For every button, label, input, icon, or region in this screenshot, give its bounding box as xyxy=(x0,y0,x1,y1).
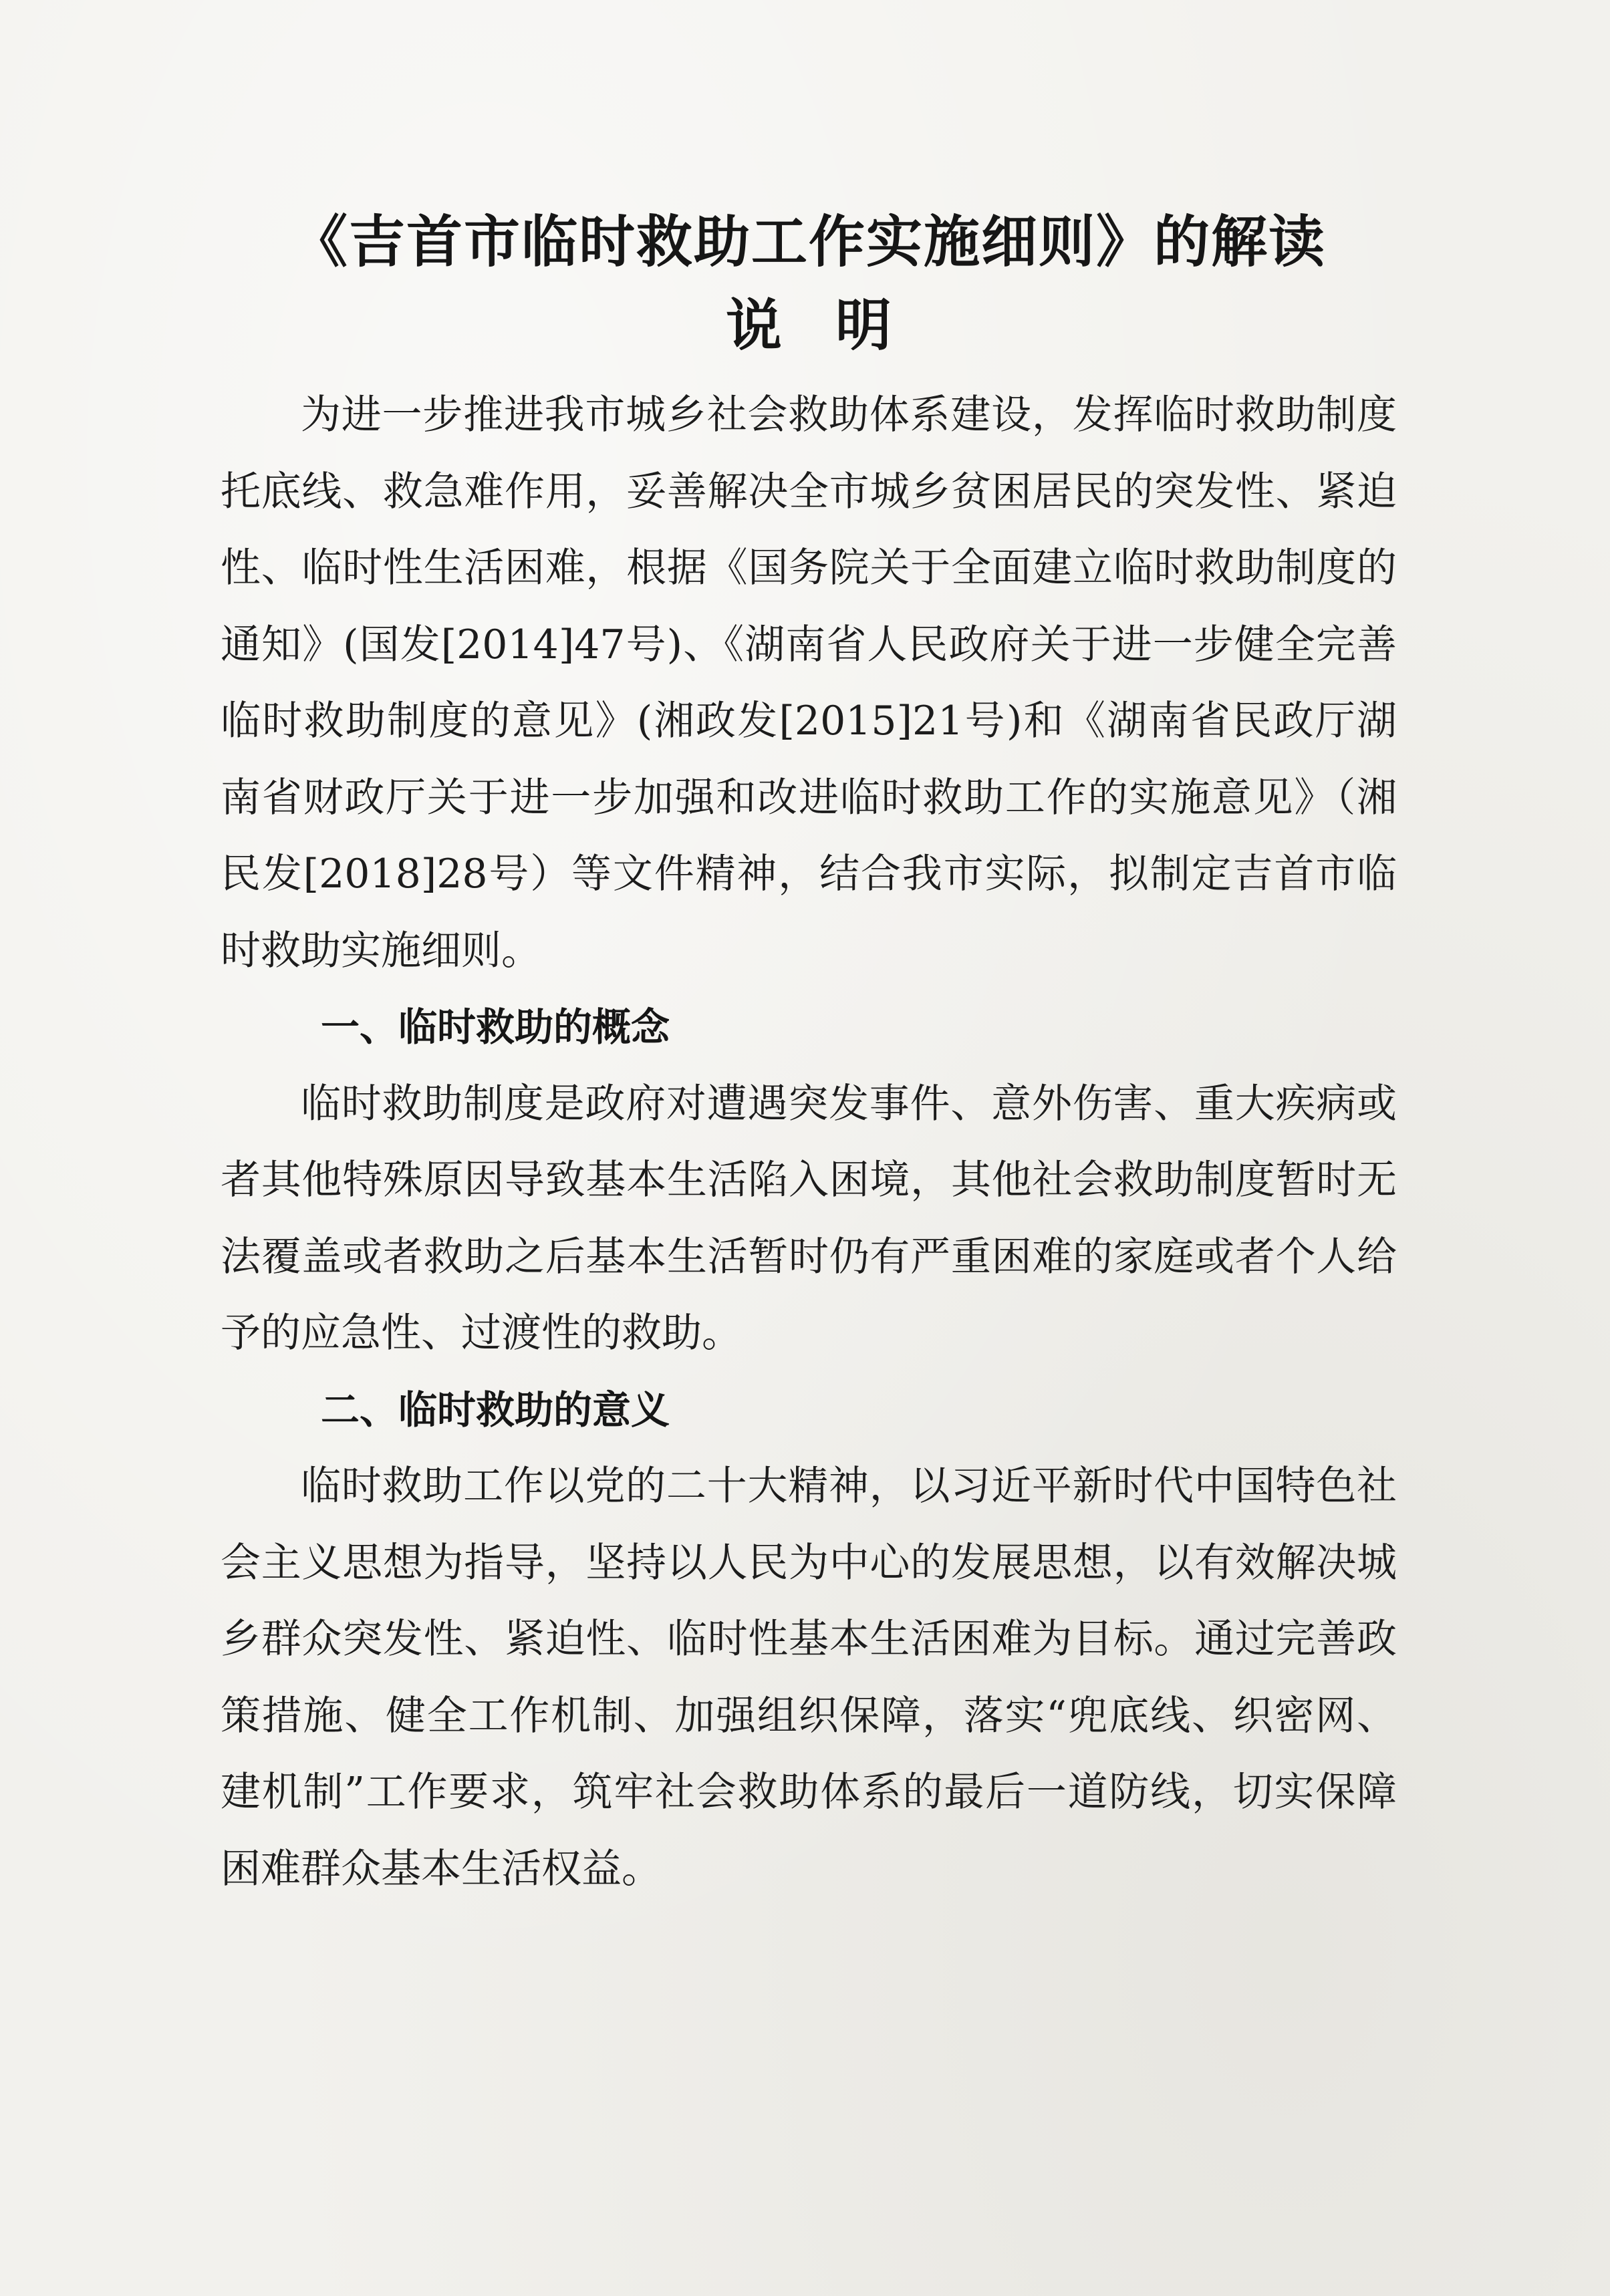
document-title: 《吉首市临时救助工作实施细则》的解读 xyxy=(291,209,1326,275)
document-body xyxy=(221,200,1397,1907)
document-subtitle: 说明 xyxy=(725,293,945,358)
section-body-concept: 临时救助制度是政府对遭遇突发事件、意外伤害、重大疾病或者其他特殊原因导致基本生活陷入困境，其他社会救助制度暂时无法覆盖或者救助之后基本生活暂时仍有严重困难的家庭或者个人给予的应急性、过渡性的救助。 xyxy=(221,1080,1397,1356)
section-heading-significance: 二、临时救助的意义 xyxy=(321,1387,670,1433)
intro-paragraph: 为进一步推进我市城乡社会救助体系建设，发挥临时救助制度托底线、救急难作用，妥善解决全市城乡贫困居民的突发性、紧迫性、临时性生活困难，根据《国务院关于全面建立临时救助制度的通知》(国发[2014]47号)、《湖南省人民政府关于进一步健全完善临时救助制度的意见》(湘政发[2015]21号)和《湖南省民政厅湖南省财政厅关于进一步加强和改进临时救助工作的实施意见》（湘民发[2018]28号）等文件精神，结合我市实际，拟制定吉首市临时救助实施细则。 xyxy=(221,392,1397,974)
section-body-significance: 临时救助工作以党的二十大精神，以习近平新时代中国特色社会主义思想为指导，坚持以人民为中心的发展思想，以有效解决城乡群众突发性、紧迫性、临时性基本生活困难为目标。通过完善政策措施、健全工作机制、加强组织保障，落实“兜底线、织密网、建机制”工作要求，筑牢社会救助体系的最后一道防线，切实保障困难群众基本生活权益。 xyxy=(221,1463,1397,1892)
section-heading-concept: 一、临时救助的概念 xyxy=(321,1004,670,1050)
